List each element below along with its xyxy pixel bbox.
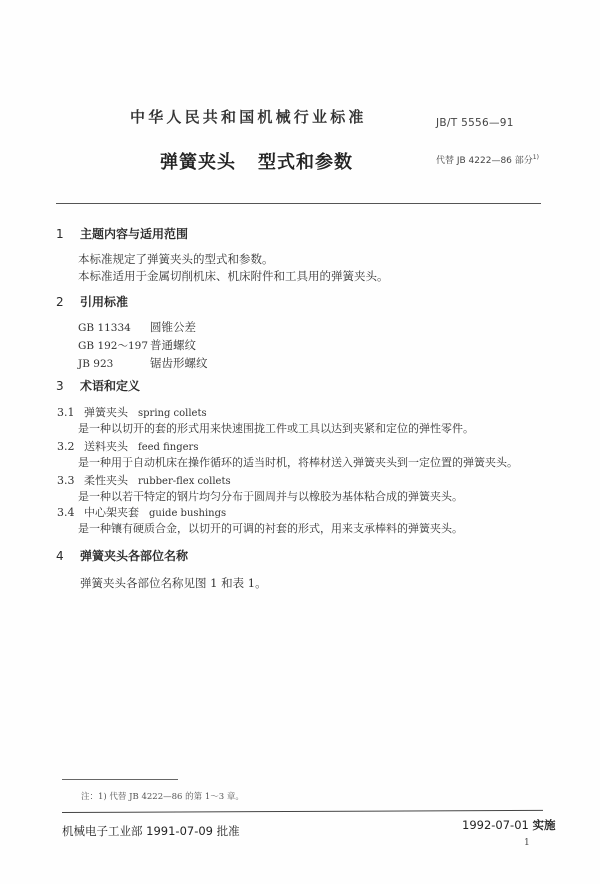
term-3-2 xyxy=(57,438,198,454)
term-number: 3.3 xyxy=(57,474,75,487)
footnote-divider xyxy=(62,779,178,780)
term-3-4 xyxy=(57,504,226,520)
standard-code: JB/T 5556—91 xyxy=(436,117,514,129)
section-4-paragraph: 弹簧夹头各部位名称见图 1 和表 1。 xyxy=(80,576,267,590)
term-3-2-definition: 是一种用于自动机床在操作循环的适当时机，将棒材送入弹簧夹头到一定位置的弹簧夹头。 xyxy=(78,456,518,469)
term-en: spring collets xyxy=(138,408,207,419)
term-number: 3.4 xyxy=(57,506,75,519)
section-title: 引用标准 xyxy=(80,295,129,309)
term-cn: 送料夹头 xyxy=(84,440,128,453)
term-number: 3.2 xyxy=(57,440,75,453)
section-1-paragraph-2: 本标准适用于金属切削机床、机床附件和工具用的弹簧夹头。 xyxy=(78,269,389,283)
header-divider xyxy=(56,203,541,204)
section-1-heading xyxy=(56,225,188,242)
document-title-part2: 型式和参数 xyxy=(258,152,353,173)
term-en: rubber-flex collets xyxy=(138,476,231,487)
reference-code: JB 923 xyxy=(78,358,114,370)
section-number: 4 xyxy=(56,549,64,563)
term-3-1 xyxy=(57,404,207,420)
section-1-paragraph-1: 本标准规定了弹簧夹头的型式和参数。 xyxy=(78,252,274,266)
term-en: feed fingers xyxy=(138,442,199,453)
footer-divider xyxy=(62,810,543,813)
effective-label: 实施 xyxy=(532,818,556,832)
term-3-3-definition: 是一种以若干特定的钢片均匀分布于圆周并与以橡胶为基体粘合成的弹簧夹头。 xyxy=(78,490,463,503)
section-number: 2 xyxy=(56,295,64,309)
reference-code: GB 192～197 xyxy=(78,340,149,352)
effective-date: 1992-07-01 xyxy=(462,818,529,832)
term-cn: 柔性夹头 xyxy=(84,474,128,487)
reference-name: 普通螺纹 xyxy=(150,338,196,352)
document-title xyxy=(160,148,353,174)
term-3-4-definition: 是一种镶有硬质合金，以切开的可调的衬套的形式，用来支承棒料的弹簧夹头。 xyxy=(78,522,463,535)
section-2-heading xyxy=(56,293,128,310)
document-title-part1: 弹簧夹头 xyxy=(160,152,236,173)
effective-line xyxy=(462,817,556,833)
term-cn: 弹簧夹头 xyxy=(84,406,128,419)
replaces-note xyxy=(436,153,539,166)
section-title: 弹簧夹头各部位名称 xyxy=(80,549,189,563)
organization-title: 中华人民共和国机械行业标准 xyxy=(130,108,367,126)
section-number: 3 xyxy=(56,379,64,393)
term-en: guide bushings xyxy=(149,508,227,519)
reference-name: 圆锥公差 xyxy=(150,320,196,334)
reference-name: 锯齿形螺纹 xyxy=(150,356,208,370)
footnote: 注：1) 代替 JB 4222—86 的第 1～3 章。 xyxy=(81,792,244,802)
reference-item xyxy=(78,336,208,354)
section-3-heading xyxy=(56,377,140,394)
page-number: 1 xyxy=(524,838,530,848)
reference-item xyxy=(78,318,208,336)
section-title: 术语和定义 xyxy=(80,379,141,393)
reference-list xyxy=(78,318,208,372)
term-number: 3.1 xyxy=(57,406,75,419)
footnote-mark: 1) xyxy=(532,154,539,161)
approval-line: 机械电子工业部 1991-07-09 批准 xyxy=(62,824,240,838)
section-title: 主题内容与适用范围 xyxy=(80,227,189,241)
replaces-text: 代替 JB 4222—86 部分 xyxy=(436,156,533,166)
term-3-3 xyxy=(57,472,231,488)
section-number: 1 xyxy=(56,227,64,241)
term-3-1-definition: 是一种以切开的套的形式用来快速围拢工件或工具以达到夹紧和定位的弹性零件。 xyxy=(78,422,474,435)
term-cn: 中心架夹套 xyxy=(84,506,139,519)
reference-code: GB 11334 xyxy=(78,322,131,334)
reference-item xyxy=(78,354,208,372)
section-4-heading xyxy=(56,547,188,564)
